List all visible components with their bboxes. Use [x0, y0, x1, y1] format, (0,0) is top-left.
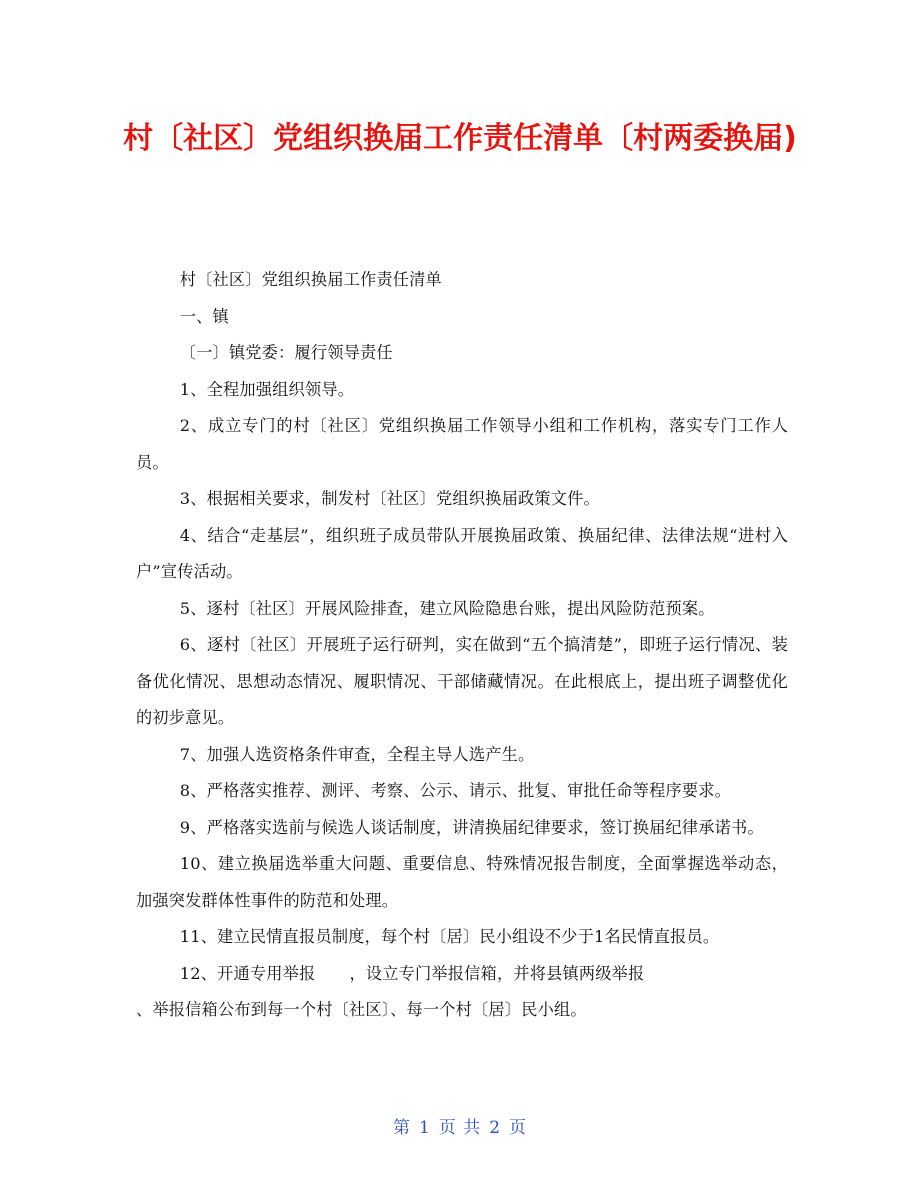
footer-label-end: 页: [509, 1118, 528, 1138]
paragraph: 2、成立专门的村〔社区〕党组织换届工作领导小组和工作机构，落实专门工作人员。: [136, 416, 788, 472]
paragraph-12-part2: ，设立专门举报信箱，并将县镇两级举报: [349, 963, 645, 983]
paragraph: 一、镇: [179, 306, 229, 326]
footer-current-page: 1: [418, 1118, 431, 1138]
footer-label-of: 页 共: [438, 1118, 482, 1138]
paragraph: 4、结合“走基层”，组织班子成员带队开展换届政策、换届纪律、法律法规“进村入户”宣传活动。: [136, 525, 788, 581]
paragraph: 1、全程加强组织领导。: [179, 379, 355, 399]
paragraph: 8、严格落实推荐、测评、考察、公示、请示、批复、审批任命等程序要求。: [179, 781, 732, 800]
paragraph-12: [136, 956, 788, 993]
page-footer: [0, 1113, 920, 1138]
paragraph: 6、逐村〔社区〕开展班子运行研判，实在做到“五个搞清楚”，即班子运行情况、装备优化情况、思想动态情况、履职情况、干部储藏情况。在此根底上，提出班子调整优化的初步意见。: [136, 635, 788, 727]
paragraph: 11、建立民情直报员制度，每个村〔居〕民小组设不少于1名民情直报员。: [179, 927, 720, 946]
footer-label-page: 第: [392, 1118, 411, 1138]
footer-total-pages: 2: [489, 1118, 502, 1138]
document-body: [136, 262, 788, 1029]
paragraph: 10、建立换届选举重大问题、重要信息、特殊情况报告制度，全面掌握选举动态，加强突发群体性事件的防范和处理。: [136, 854, 788, 910]
paragraph-12-part1: 12、开通专用举报: [179, 963, 316, 983]
paragraph: 〔一〕镇党委：履行领导责任: [179, 343, 393, 362]
document-title: 村〔社区〕党组织换届工作责任清单〔村两委换届): [123, 121, 797, 156]
paragraph-12-continuation: 、举报信箱公布到每一个村〔社区〕、每一个村〔居〕民小组。: [136, 1000, 587, 1019]
paragraph: 5、逐村〔社区〕开展风险排查，建立风险隐患台账，提出风险防范预案。: [179, 598, 715, 618]
paragraph: 7、加强人选资格条件审查，全程主导人选产生。: [179, 744, 535, 764]
paragraph: 9、严格落实选前与候选人谈话制度，讲清换届纪律要求，签订换届纪律承诺书。: [179, 817, 764, 837]
paragraph: 3、根据相关要求，制发村〔社区〕党组织换届政策文件。: [179, 489, 600, 508]
paragraph: 村〔社区〕党组织换届工作责任清单: [179, 270, 442, 289]
